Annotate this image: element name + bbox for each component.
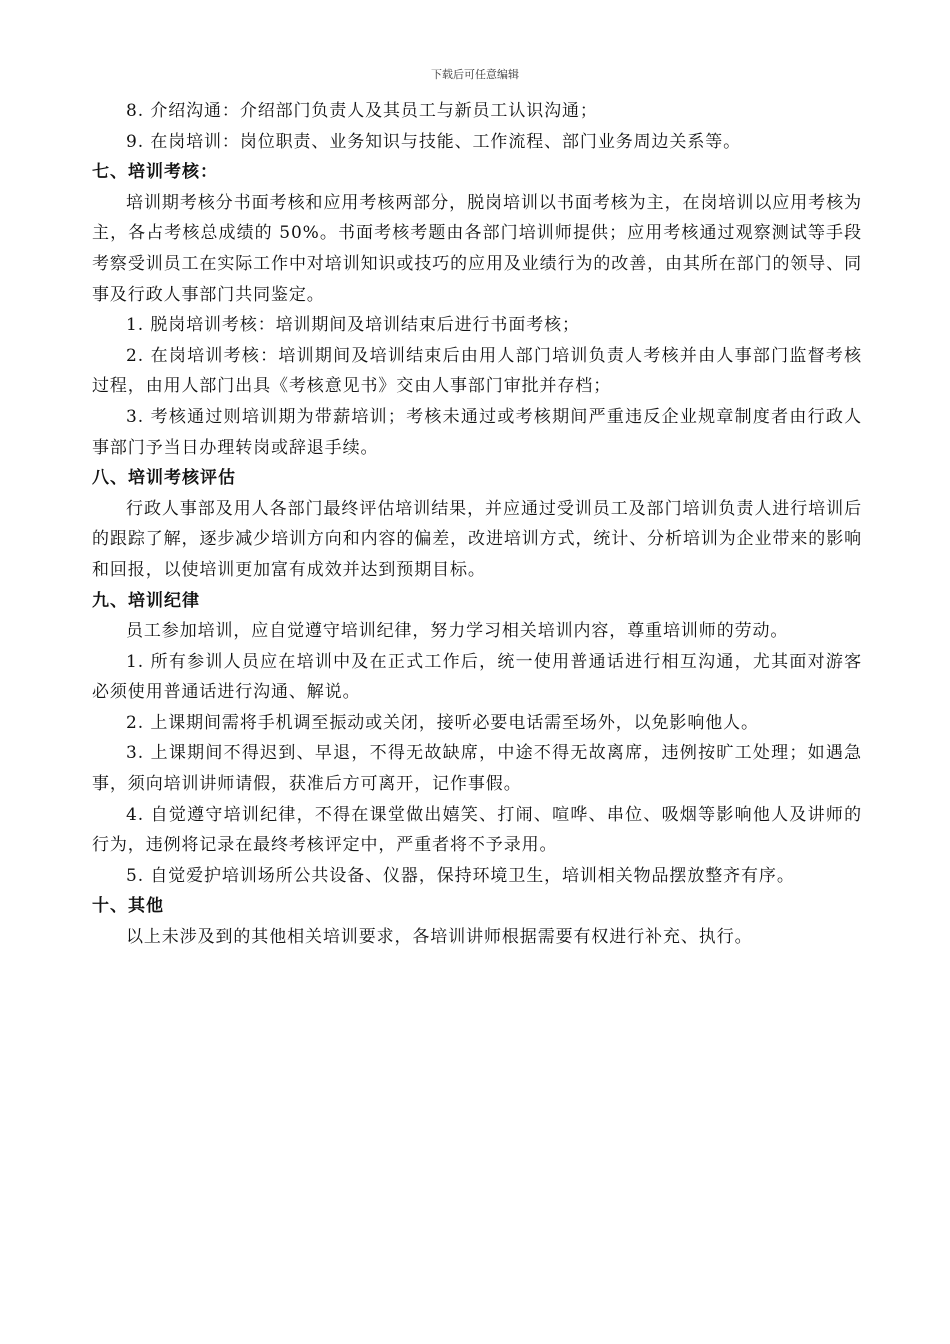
section-heading-discipline: 九、培训纪律 [92,590,200,611]
list-item-phone: 2. 上课期间需将手机调至振动或关闭，接听必要电话需至场外，以免影响他人。 [126,712,759,733]
paragraph-evaluation: 行政人事部及用人各部门最终评估培训结果，并应通过受训员工及部门培训负责人进行培训后的跟踪了解，逐步减少培训方向和内容的偏差，改进培训方式，统计、分析培训为企业带来的影响和回报，以使培训更加富有成效并达到预期目标。 [92,498,862,580]
list-item-conduct: 4. 自觉遵守培训纪律，不得在课堂做出嬉笑、打闹、喧哗、串位、吸烟等影响他人及讲师的行为，违例将记录在最终考核评定中，严重者将不予录用。 [92,804,862,856]
list-item-offjob-assessment: 1. 脱岗培训考核：培训期间及培训结束后进行书面考核； [126,315,580,336]
paragraph-assessment: 培训期考核分书面考核和应用考核两部分，脱岗培训以书面考核为主，在岗培训以应用考核为主，各占考核总成绩的 50%。书面考核考题由各部门培训师提供；应用考核通过观察测试等手段考察受训员工在实际工作中对培训知识或技巧的应用及业绩行为的改善，由其所在部门的领导、同事及行政人事部门共同鉴定。 [92,192,862,305]
list-item-onjob-assessment: 2. 在岗培训考核：培训期间及培训结束后由用人部门培训负责人考核并由人事部门监督考核过程，由用人部门出具《考核意见书》交由人事部门审批并存档； [92,345,862,397]
section-heading-other: 十、其他 [92,896,164,917]
list-item-intro-communication: 8. 介绍沟通：介绍部门负责人及其员工与新员工认识沟通； [126,101,598,121]
list-item-equipment: 5. 自觉爱护培训场所公共设备、仪器，保持环境卫生，培训相关物品摆放整齐有序。 [126,865,795,886]
paragraph-other: 以上未涉及到的其他相关培训要求，各培训讲师根据需要有权进行补充、执行。 [126,927,753,948]
document-body [92,96,862,953]
list-item-assessment-result: 3. 考核通过则培训期为带薪培训；考核未通过或考核期间严重违反企业规章制度者由行政人事部门予当日办理转岗或辞退手续。 [92,406,862,458]
list-item-attendance: 3. 上课期间不得迟到、早退，不得无故缺席，中途不得无故离席，违例按旷工处理；如遇急事，须向培训讲师请假，获准后方可离开，记作事假。 [92,743,862,795]
list-item-on-job-training: 9. 在岗培训：岗位职责、业务知识与技能、工作流程、部门业务周边关系等。 [126,131,742,152]
section-heading-evaluation: 八、培训考核评估 [92,468,236,489]
header-note: 下载后可任意编辑 [431,68,519,81]
paragraph-discipline: 员工参加培训，应自觉遵守培训纪律，努力学习相关培训内容，尊重培训师的劳动。 [126,621,789,642]
section-heading-assessment: 七、培训考核： [92,162,218,183]
list-item-mandarin: 1. 所有参训人员应在培训中及在正式工作后，统一使用普通话进行相互沟通，尤其面对游客必须使用普通话进行沟通、解说。 [92,651,862,703]
